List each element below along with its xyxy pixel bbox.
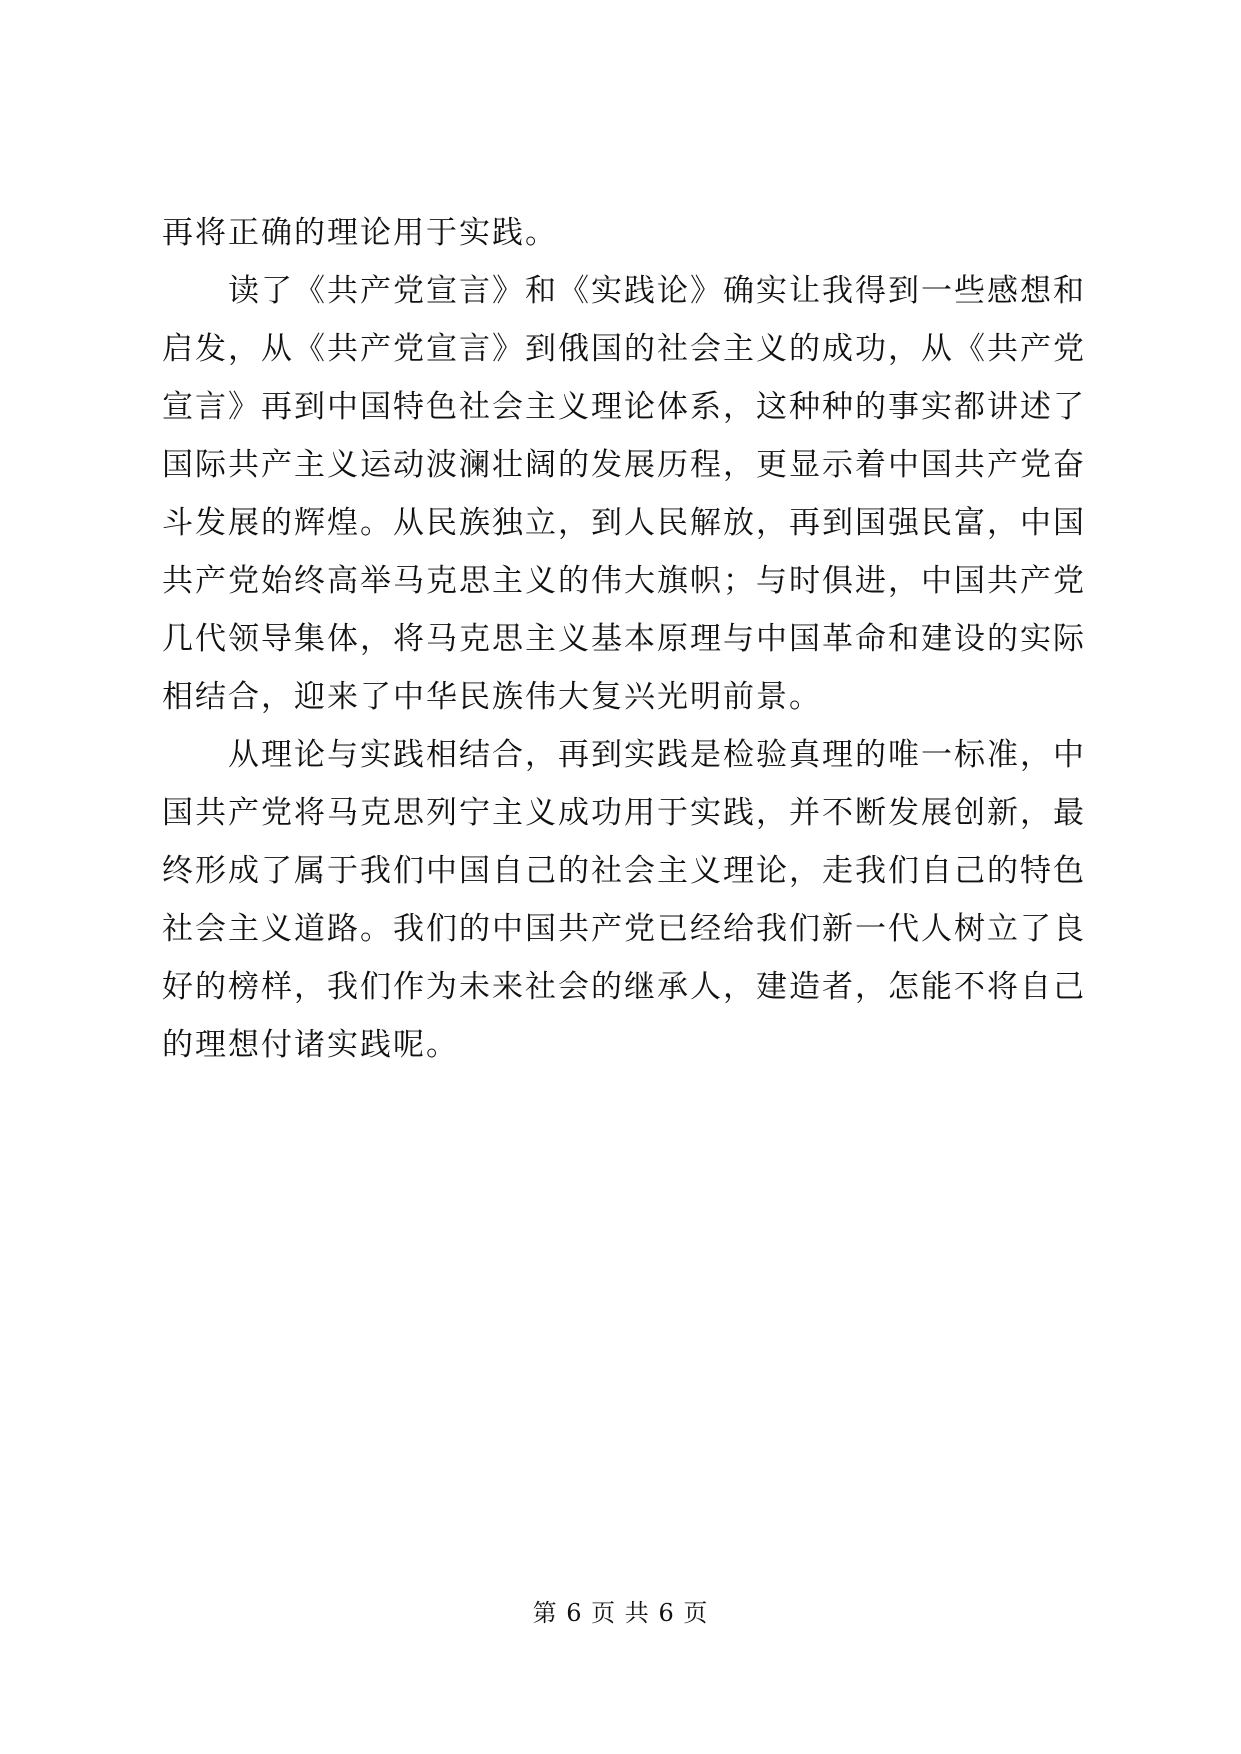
text-line: 从理论与实践相结合，再到实践是检验真理的唯一标准，中 xyxy=(228,737,1086,773)
text-line: 斗发展的辉煌。从民族独立，到人民解放，再到国强民富，中国 xyxy=(162,505,1086,541)
text-line: 国共产党将马克思列宁主义成功用于实践，并不断发展创新，最 xyxy=(162,795,1086,831)
text-line: 社会主义道路。我们的中国共产党已经给我们新一代人树立了良 xyxy=(162,911,1086,947)
text-line: 相结合，迎来了中华民族伟大复兴光明前景。 xyxy=(162,679,822,715)
text-line: 国际共产主义运动波澜壮阔的发展历程，更显示着中国共产党奋 xyxy=(162,447,1086,483)
page-number-footer: 第 6 页 共 6 页 xyxy=(532,1599,709,1627)
paragraph xyxy=(162,262,1086,726)
text-line: 终形成了属于我们中国自己的社会主义理论，走我们自己的特色 xyxy=(162,853,1086,889)
paragraph xyxy=(162,726,1086,1074)
text-line: 再将正确的理论用于实践。 xyxy=(162,215,558,251)
document-body xyxy=(162,204,1086,1074)
paragraph xyxy=(162,204,1082,262)
text-line: 共产党始终高举马克思主义的伟大旗帜；与时俱进，中国共产党 xyxy=(162,563,1086,599)
text-line: 启发，从《共产党宣言》到俄国的社会主义的成功，从《共产党 xyxy=(162,331,1086,367)
text-line: 宣言》再到中国特色社会主义理论体系，这种种的事实都讲述了 xyxy=(162,389,1086,425)
text-line: 几代领导集体，将马克思主义基本原理与中国革命和建设的实际 xyxy=(162,621,1086,657)
text-line: 好的榜样，我们作为未来社会的继承人，建造者，怎能不将自己 xyxy=(162,969,1086,1005)
text-line: 读了《共产党宣言》和《实践论》确实让我得到一些感想和 xyxy=(228,273,1086,309)
text-line: 的理想付诸实践呢。 xyxy=(162,1027,459,1063)
